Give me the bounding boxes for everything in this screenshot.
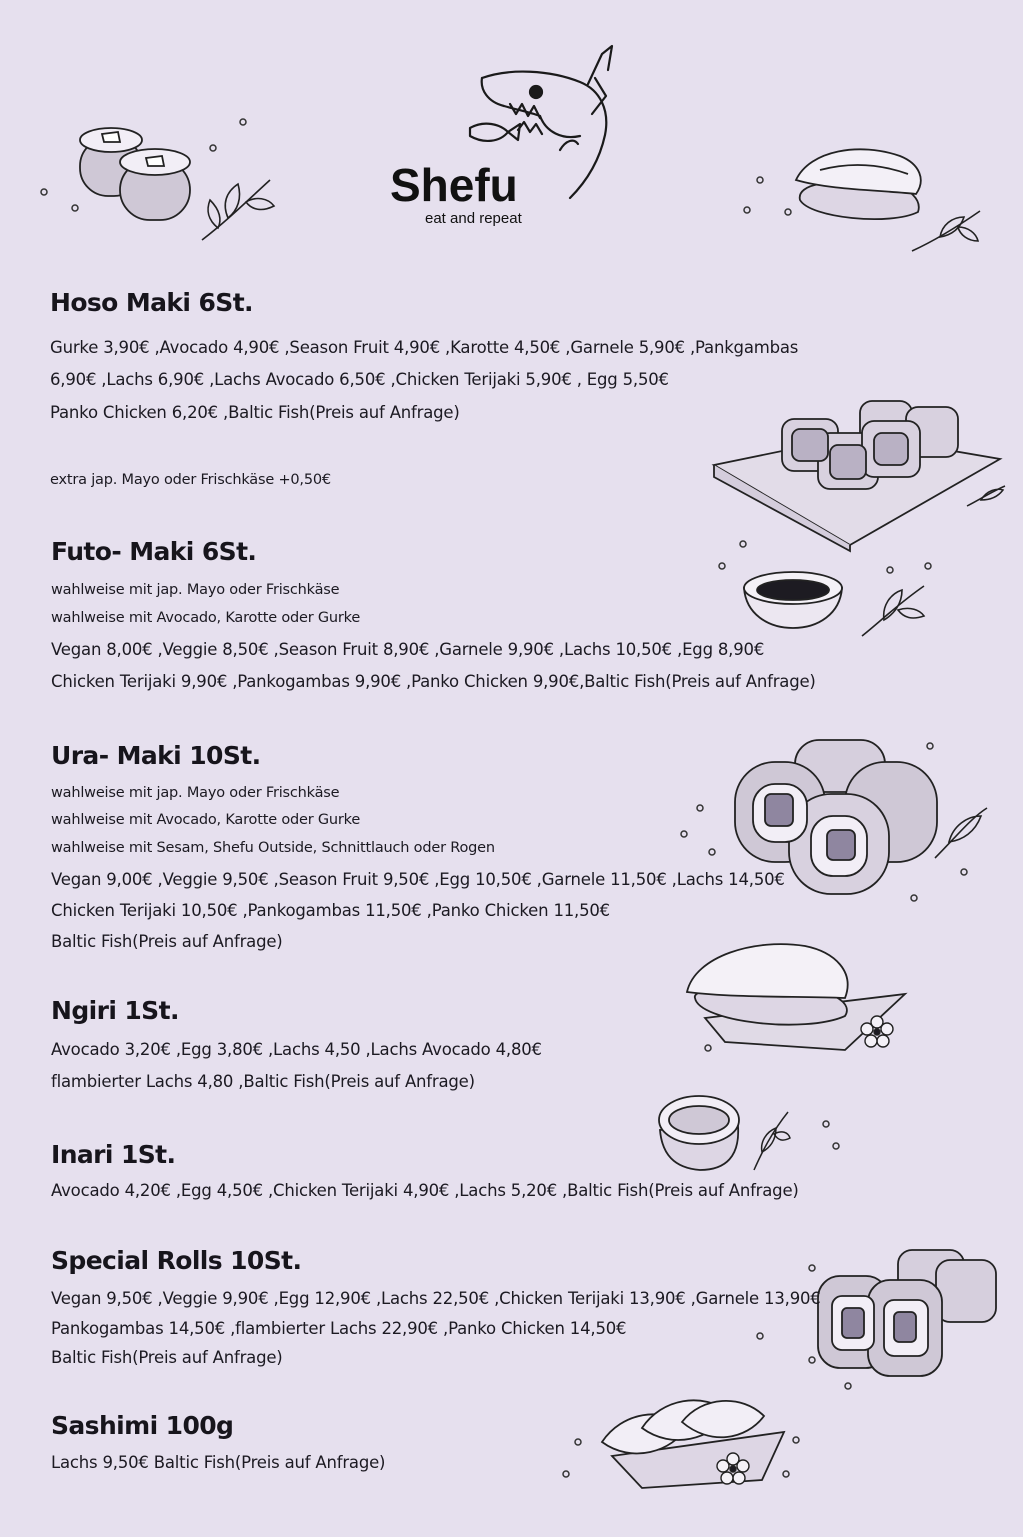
price-line: Lachs 9,50€ Baltic Fish(Preis auf Anfrage): [51, 1453, 386, 1472]
option-note: wahlweise mit Sesam, Shefu Outside, Schnittlauch oder Rogen: [51, 840, 495, 856]
section-title-ura-maki: Ura- Maki 10St.: [51, 741, 261, 770]
leaf-sprig-icon: [858, 580, 928, 640]
section-title-sashimi: Sashimi 100g: [51, 1411, 234, 1440]
price-line: Baltic Fish(Preis auf Anfrage): [51, 932, 283, 951]
price-line: Avocado 3,20€ ,Egg 3,80€ ,Lachs 4,50 ,Lachs Avocado 4,80€: [51, 1040, 542, 1059]
leaf-sprig-icon: [965, 482, 1007, 510]
price-line: Gurke 3,90€ ,Avocado 4,90€ ,Season Fruit 4,90€ ,Karotte 4,50€ ,Garnele 5,90€ ,Pankgambas: [50, 338, 799, 357]
section-title-special-rolls: Special Rolls 10St.: [51, 1246, 302, 1275]
price-line: Vegan 8,00€ ,Veggie 8,50€ ,Season Fruit 8,90€ ,Garnele 9,90€ ,Lachs 10,50€ ,Egg 8,90€: [51, 640, 765, 659]
price-line: Chicken Terijaki 9,90€ ,Pankogambas 9,90€ ,Panko Chicken 9,90€,Baltic Fish(Preis auf Anfrage): [51, 672, 816, 691]
option-note: wahlweise mit Avocado, Karotte oder Gurke: [51, 610, 361, 626]
section-title-futo-maki: Futo- Maki 6St.: [51, 537, 257, 566]
price-line: Vegan 9,50€ ,Veggie 9,90€ ,Egg 12,90€ ,Lachs 22,50€ ,Chicken Terijaki 13,90€ ,Garnele 13,90€: [51, 1289, 821, 1308]
soy-sauce-bowl-icon: [740, 566, 846, 632]
section-title-ngiri: Ngiri 1St.: [51, 996, 179, 1025]
option-note: wahlweise mit Avocado, Karotte oder Gurke: [51, 812, 361, 828]
price-line: Avocado 4,20€ ,Egg 4,50€ ,Chicken Terijaki 4,90€ ,Lachs 5,20€ ,Baltic Fish(Preis auf Anfrage): [51, 1181, 799, 1200]
rolls-on-board-icon: [710, 395, 1010, 550]
price-line: Chicken Terijaki 10,50€ ,Pankogambas 11,50€ ,Panko Chicken 11,50€: [51, 901, 610, 920]
brand-name: Shefu: [390, 159, 518, 211]
sakura-flower-icon: [860, 1015, 894, 1049]
option-note: wahlweise mit jap. Mayo oder Frischkäse: [51, 582, 340, 598]
special-rolls-icon: [818, 1250, 998, 1380]
brand-tagline: eat and repeat: [425, 210, 522, 227]
price-line: flambierter Lachs 4,80 ,Baltic Fish(Preis auf Anfrage): [51, 1072, 475, 1091]
price-line: Vegan 9,00€ ,Veggie 9,50€ ,Season Fruit 9,50€ ,Egg 10,50€ ,Garnele 11,50€ ,Lachs 14,50€: [51, 870, 785, 889]
sakura-flower-icon: [716, 1452, 750, 1486]
sashimi-icon: [592, 1392, 792, 1492]
price-line: Pankogambas 14,50€ ,flambierter Lachs 22,90€ ,Panko Chicken 14,50€: [51, 1319, 627, 1338]
inari-icon: [656, 1090, 742, 1172]
price-line: Baltic Fish(Preis auf Anfrage): [51, 1348, 283, 1367]
section-title-inari: Inari 1St.: [51, 1140, 176, 1169]
section-title-hoso-maki: Hoso Maki 6St.: [50, 288, 253, 317]
option-note: wahlweise mit jap. Mayo oder Frischkäse: [51, 785, 340, 801]
leaf-sprig-icon: [748, 1108, 792, 1174]
price-line: Panko Chicken 6,20€ ,Baltic Fish(Preis auf Anfrage): [50, 403, 460, 422]
price-line: 6,90€ ,Lachs 6,90€ ,Lachs Avocado 6,50€ ,Chicken Terijaki 5,90€ , Egg 5,50€: [50, 370, 669, 389]
extra-note: extra jap. Mayo oder Frischkäse +0,50€: [50, 472, 331, 488]
